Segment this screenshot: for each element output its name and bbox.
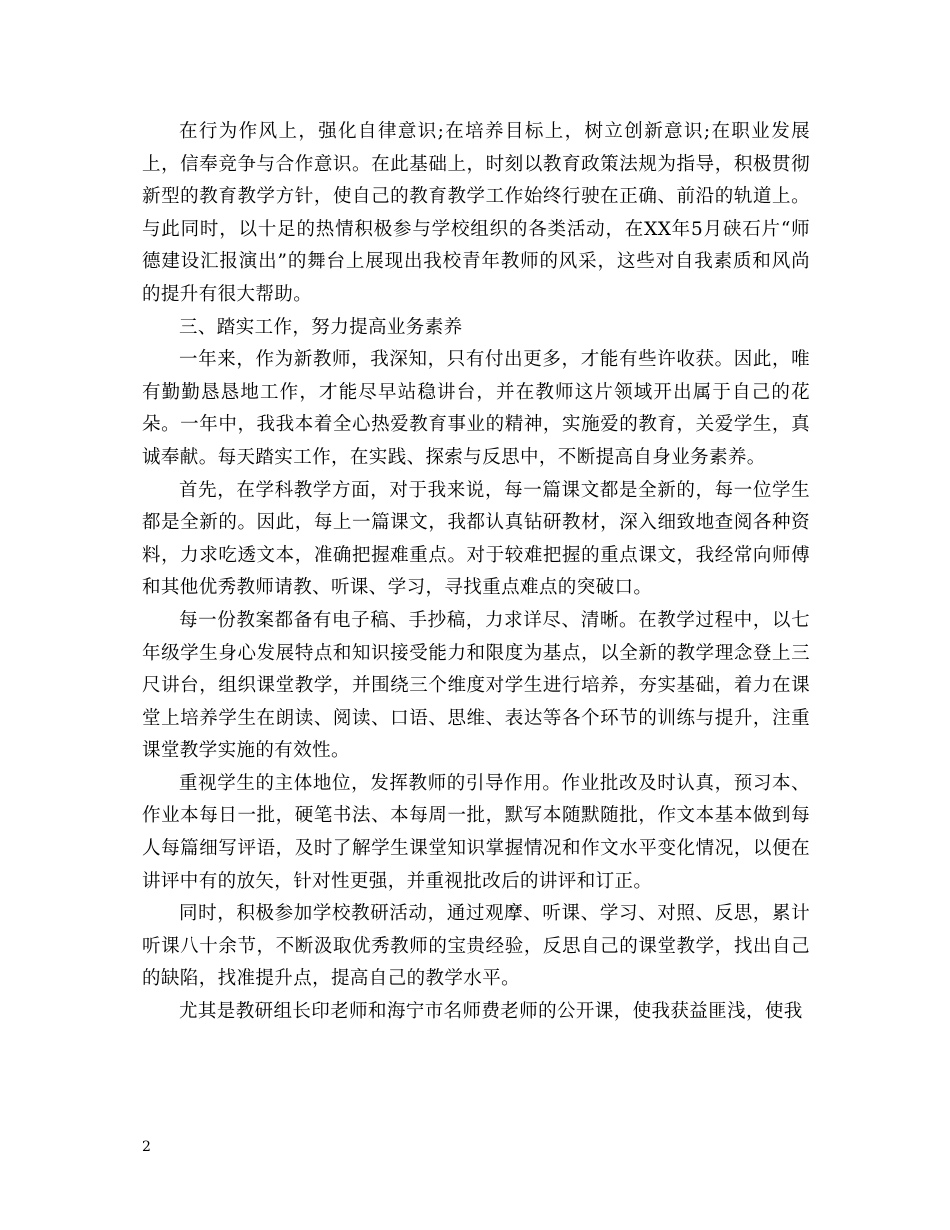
paragraph-subject-teaching: 首先，在学科教学方面，对于我来说，每一篇课文都是全新的，每一位学生都是全新的。因此，每上一篇课文，我都认真钻研教材，深入细致地查阅各种资料，力求吃透文本，准确把握难重点。对于较难把握的重点课文，我经常向师傅和其他优秀教师请教、听课、学习，寻找重点难点的突破口。 — [142, 479, 810, 599]
paragraph-public-lessons: 尤其是教研组长印老师和海宁市名师费老师的公开课，使我获益匪浅，使我 — [179, 1001, 803, 1023]
section-heading: 三、踏实工作，努力提高业务素养 — [179, 316, 463, 338]
paragraph-student-focus: 重视学生的主体地位，发挥教师的引导作用。作业批改及时认真，预习本、作业本每日一批，硬笔书法、本每周一批，默写本随默随批，作文本基本做到每人每篇细写评语，及时了解学生课堂知识掌握情况和作文水平变化情况，以便在讲评中有的放矢，针对性更强，并重视批改后的讲评和订正。 — [142, 772, 810, 892]
paragraph-conduct-awareness: 在行为作风上，强化自律意识;在培养目标上，树立创新意识;在职业发展上，信奉竞争与合作意识。在此基础上，时刻以教育政策法规为指导，积极贯彻新型的教育教学方针，使自己的教育教学工作始终行驶在正确、前沿的轨道上。与此同时，以十足的热情积极参与学校组织的各类活动，在XX年5月硖石片“师德建设汇报演出”的舞台上展现出我校青年教师的风采，这些对自我素质和风尚的提升有很大帮助。 — [142, 121, 810, 305]
document-body — [142, 116, 810, 1029]
page-number: 2 — [142, 1139, 151, 1155]
paragraph-lesson-plans: 每一份教案都备有电子稿、手抄稿，力求详尽、清晰。在教学过程中，以七年级学生身心发展特点和知识接受能力和限度为基点，以全新的教学理念登上三尺讲台，组织课堂教学，并围绕三个维度对学生进行培养，夯实基础，着力在课堂上培养学生在朗读、阅读、口语、思维、表达等各个环节的训练与提升，注重课堂教学实施的有效性。 — [142, 609, 810, 762]
paragraph-research-activities: 同时，积极参加学校教研活动，通过观摩、听课、学习、对照、反思，累计听课八十余节，不断汲取优秀教师的宝贵经验，反思自己的课堂教学，找出自己的缺陷，找准提升点，提高自己的教学水平。 — [142, 903, 810, 990]
paragraph-new-teacher: 一年来，作为新教师，我深知，只有付出更多，才能有些许收获。因此，唯有勤勤恳恳地工作，才能尽早站稳讲台，并在教师这片领域开出属于自己的花朵。一年中，我我本着全心热爱教育事业的精神，实施爱的教育，关爱学生，真诚奉献。每天踏实工作，在实践、探索与反思中，不断提高自身业务素养。 — [142, 349, 810, 468]
